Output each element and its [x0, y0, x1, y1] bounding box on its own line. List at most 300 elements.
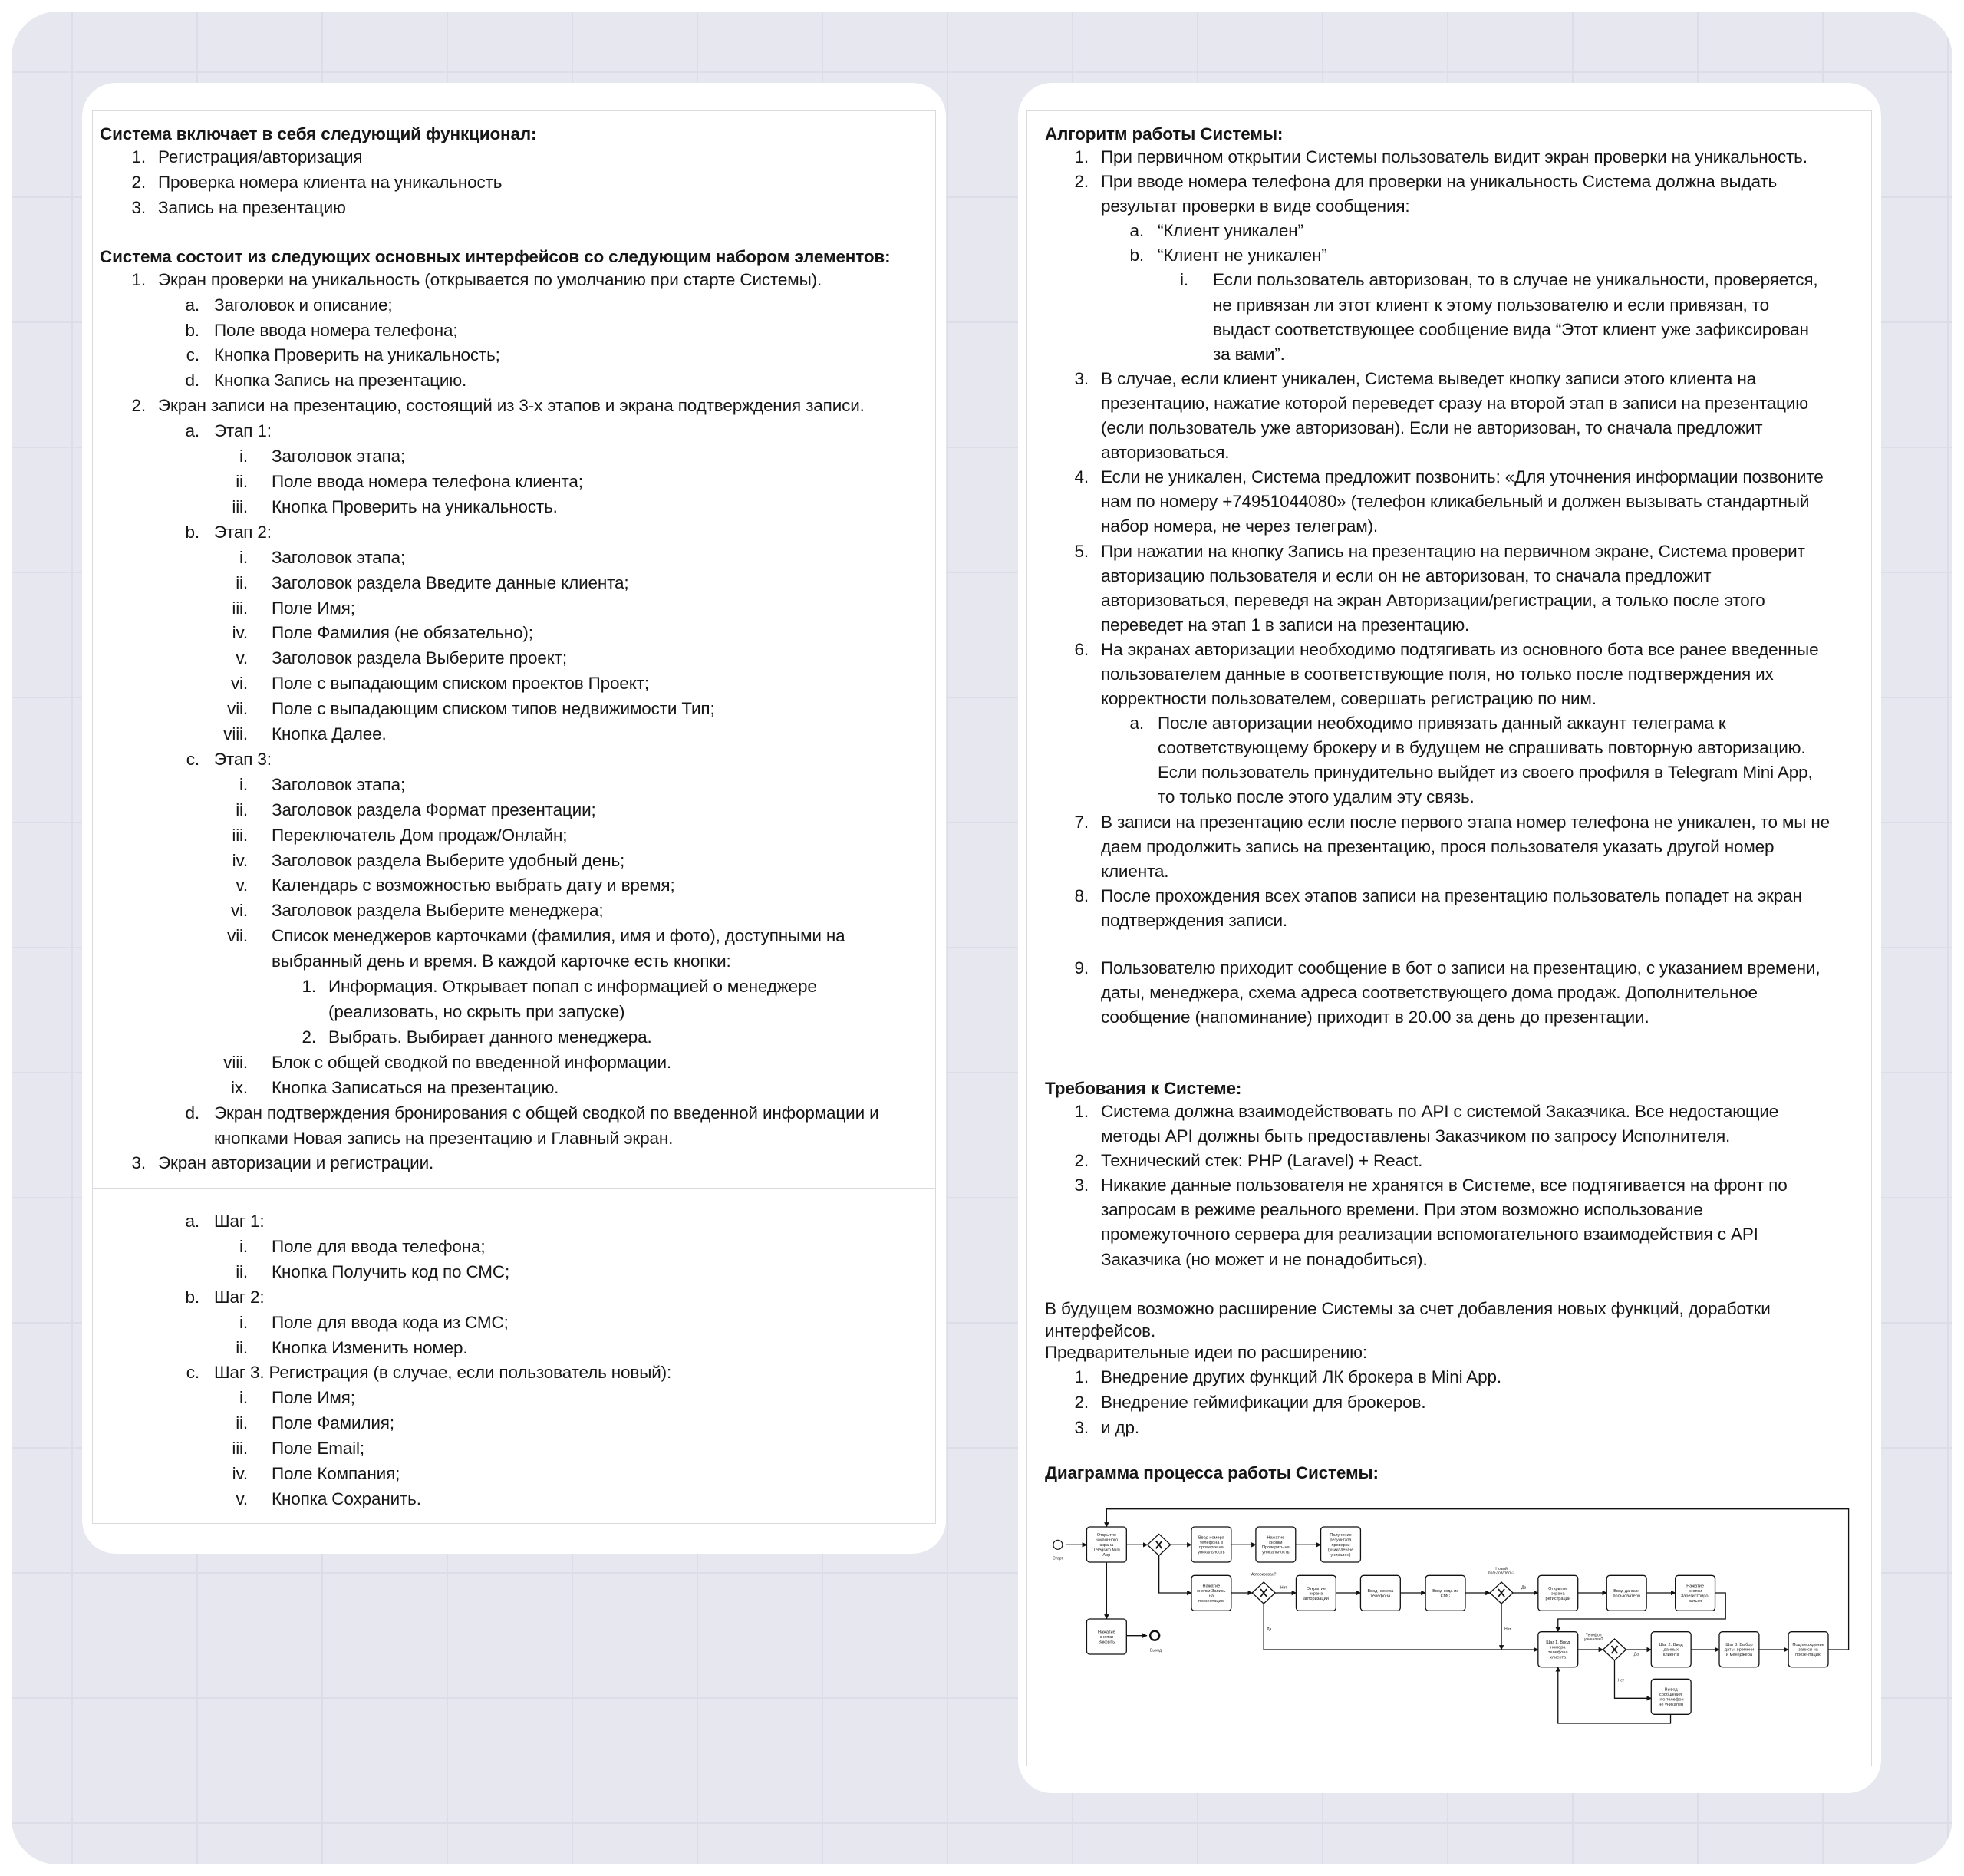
list-item: [82, 1076, 946, 1101]
list-marker: 2.: [1074, 1392, 1089, 1412]
edge-label: Нет: [1504, 1627, 1511, 1632]
list-marker: iii.: [232, 825, 248, 845]
list-item-text: Внедрение других функций ЛК брокера в Mini App.: [1101, 1367, 1501, 1386]
list-item: [1018, 956, 1881, 1030]
list-item: [1018, 1173, 1881, 1271]
list-item-text: На экранах авторизации необходимо подтягивать из основного бота все ранее введенные пользователем данные в соответствующие поля, но только после подтверждения их корректности пользователем, совершать регистрацию по ним.: [1101, 639, 1819, 709]
list-item-text: Поле для ввода телефона;: [272, 1236, 486, 1256]
list-item-text: Календарь с возможностью выбрать дату и время;: [272, 875, 675, 895]
list-marker: ii.: [236, 1261, 248, 1281]
list-marker: ii.: [236, 1337, 248, 1357]
list-marker: 2.: [131, 396, 146, 416]
list-item-text: При первичном открытии Системы пользователь видит экран проверки на уникальность.: [1101, 147, 1807, 166]
list-marker: iv.: [232, 1464, 248, 1484]
list-marker: 3.: [1074, 1417, 1089, 1437]
diagram-label-line: сообщения,: [1659, 1693, 1683, 1698]
list-item: [82, 571, 946, 596]
list-item-text: Проверка номера клиента на уникальность: [158, 172, 503, 192]
diagram-label-line: экрана: [1550, 1591, 1565, 1597]
list-item: [82, 697, 946, 722]
list-marker: iii.: [232, 598, 248, 618]
diagram-label-line: регистрации: [1545, 1596, 1570, 1601]
list-marker: 4.: [1074, 467, 1089, 487]
diagram-label-line: Получение: [1330, 1533, 1352, 1538]
flow-arrow: [1159, 1555, 1191, 1593]
list-item-text: Поле с выпадающим списком проектов Проект;: [272, 674, 649, 694]
list-item-text: Кнопка Получить код по СМС;: [272, 1261, 510, 1281]
functional-and-interfaces-section: [82, 123, 946, 1176]
list-item: [1018, 145, 1881, 170]
list-marker: 5.: [1074, 541, 1089, 561]
list-item: [82, 170, 946, 196]
diagram-label-line: клиента: [1662, 1653, 1679, 1658]
list-marker: vii.: [227, 926, 248, 946]
start-event: [1053, 1540, 1063, 1549]
diagram-label-line: Ввод номера: [1367, 1589, 1394, 1594]
diagram-label-line: клиента: [1550, 1655, 1567, 1660]
list-item-text: и др.: [1101, 1417, 1139, 1437]
list-item: [82, 318, 946, 344]
diagram-label-line: авторизации: [1303, 1596, 1329, 1601]
list-marker: 1.: [1074, 1102, 1089, 1121]
list-item-text: Переключатель Дом продаж/Онлайн;: [272, 825, 568, 845]
list-item: [82, 520, 946, 546]
list-item-text: Кнопка Проверить на уникальность.: [272, 496, 558, 516]
event-label: Выход: [1150, 1648, 1162, 1653]
list-item-text: Пользователю приходит сообщение в бот о записи на презентацию, с указанием времени, даты, менеджера, схема адреса соответствующего дома продаж. Дополнительное сообщение (напоминание) приходит в 20.00 за день до презентации.: [1101, 958, 1821, 1027]
diagram-label-line: Открытие: [1096, 1533, 1117, 1538]
list-item: [1018, 1364, 1881, 1390]
diagram-label-line: ваться: [1689, 1598, 1702, 1604]
diagram-label-line: Открытие: [1306, 1586, 1326, 1591]
list-item-text: Шаг 2:: [214, 1287, 265, 1307]
list-marker: vii.: [227, 699, 248, 719]
page-break: [93, 1188, 935, 1189]
list-marker: vi.: [230, 901, 248, 921]
process-diagram: [1040, 1496, 1860, 1734]
blank-line: [82, 221, 946, 246]
list-item-text: Заголовок раздела Выберите менеджера;: [272, 901, 604, 921]
list-item-text: Запись на презентацию: [158, 197, 346, 217]
paragraph: Предварительные идеи по расширению:: [1045, 1343, 1367, 1363]
diagram-label-line: Нажатие: [1267, 1535, 1285, 1541]
list-item: [1018, 1390, 1881, 1415]
list-marker: d.: [185, 371, 199, 391]
algorithm-continued-section: [1018, 956, 1881, 1030]
list-marker: v.: [236, 648, 248, 668]
list-item: [82, 1336, 946, 1361]
diagram-label-line: начального: [1095, 1538, 1119, 1543]
section-heading: Требования к Системе:: [1045, 1079, 1242, 1098]
list-item: [82, 1462, 946, 1487]
list-item-text: Поле Email;: [272, 1439, 364, 1459]
diagram-label-line: Шаг 1. Ввод: [1546, 1640, 1570, 1646]
list-item-text: “Клиент уникален”: [1158, 221, 1303, 241]
list-item-text: При вводе номера телефона для проверки на уникальность Система должна выдать результат проверки в виде сообщения:: [1101, 172, 1778, 216]
list-item-text: Поле Имя;: [272, 1388, 355, 1408]
diagram-label-line: данных: [1663, 1647, 1679, 1653]
task-label: [1367, 1589, 1394, 1598]
list-item: [1018, 810, 1881, 884]
diagram-label-line: Ввод кода из: [1432, 1589, 1458, 1594]
diagram-label-line: уникален): [1330, 1552, 1351, 1558]
document-card-left: [82, 83, 946, 1554]
diagram-label-line: телефона: [1370, 1594, 1391, 1599]
list-item: [82, 722, 946, 747]
list-marker: 6.: [1074, 639, 1089, 659]
diagram-label-line: кнопки Запись: [1197, 1589, 1226, 1594]
section-heading: Система состоит из следующих основных интерфейсов со следующим набором элементов:: [100, 246, 891, 266]
list-item-text: Кнопка Проверить на уникальность;: [214, 345, 500, 365]
list-marker: a.: [185, 421, 199, 441]
list-item-text: Заголовок этапа;: [272, 447, 406, 467]
requirements-section: [1018, 1077, 1881, 1272]
list-marker: c.: [186, 1363, 199, 1383]
list-marker: c.: [186, 345, 199, 365]
diagram-label-line: пользователя: [1613, 1594, 1640, 1599]
list-item: [82, 419, 946, 444]
list-item-text: “Клиент не уникален”: [1158, 246, 1327, 265]
list-item: [1018, 170, 1881, 219]
list-marker: 1.: [131, 269, 146, 289]
list-item-text: В записи на презентацию если после первого этапа номер телефона не уникален, то мы не даем продолжить запись на презентацию, прося пользователя указать другой номер клиента.: [1101, 812, 1831, 881]
list-item-text: Выбрать. Выбирает данного менеджера.: [328, 1027, 652, 1047]
list-item: [82, 1235, 946, 1260]
list-marker: v.: [236, 1489, 248, 1508]
list-item: [82, 343, 946, 368]
section-heading: Диаграмма процесса работы Системы:: [1045, 1463, 1379, 1482]
diagram-label-line: экрана: [1309, 1591, 1323, 1597]
list-item: [82, 596, 946, 621]
diagram-label-line: Нажатие: [1686, 1584, 1704, 1589]
list-item-text: Этап 2:: [214, 522, 272, 542]
list-marker: iii.: [232, 496, 248, 516]
list-item: [82, 1311, 946, 1336]
edge-label: Нет: [1280, 1585, 1287, 1591]
diagram-label-line: Зарегистриро-: [1680, 1594, 1710, 1599]
diagram-label-line: номера: [1550, 1645, 1566, 1650]
list-item: [1018, 711, 1881, 809]
list-item: [82, 924, 946, 974]
event-label: Старт: [1053, 1556, 1063, 1561]
list-marker: b.: [185, 1287, 199, 1307]
list-marker: ii.: [236, 800, 248, 819]
list-item: [82, 823, 946, 849]
diagram-label-line: презентацию: [1795, 1653, 1822, 1658]
diagram-label-line: даты, времени: [1724, 1647, 1755, 1653]
task-label: [1725, 1643, 1754, 1657]
task-label: [1613, 1589, 1639, 1598]
diagram-label-line: Закрыть: [1098, 1640, 1115, 1645]
gateway-question: [1488, 1566, 1515, 1576]
list-marker: a.: [1129, 221, 1144, 241]
list-item-text: Поле ввода номера телефона;: [214, 320, 458, 340]
edge-label: Да: [1521, 1585, 1527, 1591]
task-label: [1328, 1533, 1354, 1558]
diagram-label-line: (уникален/не: [1327, 1548, 1354, 1553]
list-marker: a.: [1129, 714, 1144, 734]
list-item: [82, 1360, 946, 1386]
list-item-text: Шаг 1:: [214, 1212, 265, 1231]
list-marker: iii.: [232, 1439, 248, 1459]
diagram-label-line: СМС: [1440, 1594, 1451, 1599]
list-item-text: Система должна взаимодействовать по API с системой Заказчика. Все недостающие методы API должны быть предоставлены Заказчиком по запросу Исполнителя.: [1101, 1102, 1779, 1146]
diagram-label-line: Новый: [1495, 1566, 1508, 1571]
paragraph: В будущем возможно расширение Системы за счет добавления новых функций, доработки интерфейсов.: [1045, 1299, 1771, 1340]
list-item: [1018, 1415, 1881, 1440]
list-item: [1018, 219, 1881, 243]
list-marker: 2.: [1074, 172, 1089, 192]
diagram-label-line: Нажатие: [1202, 1584, 1221, 1589]
list-item: [82, 798, 946, 823]
list-marker: vi.: [230, 674, 248, 694]
list-marker: d.: [185, 1103, 199, 1123]
document-card-right: [1018, 83, 1881, 1793]
future-ideas-section: [1018, 1298, 1881, 1440]
list-item-text: Заголовок раздела Выберите проект;: [272, 648, 567, 668]
list-item: [1018, 367, 1881, 465]
list-marker: b.: [185, 522, 199, 542]
list-item: [82, 1436, 946, 1462]
list-marker: 7.: [1074, 812, 1089, 832]
list-item: [82, 671, 946, 697]
list-item-text: Шаг 3. Регистрация (в случае, если пользователь новый):: [214, 1363, 672, 1383]
list-item-text: Поле ввода номера телефона клиента;: [272, 471, 583, 491]
list-item: [82, 1025, 946, 1050]
diagram-label-line: не уникален: [1659, 1702, 1684, 1707]
list-item-text: Экран авторизации и регистрации.: [158, 1153, 434, 1173]
diagram-label-line: App: [1102, 1552, 1111, 1558]
gateway-question: [1251, 1573, 1277, 1578]
list-item: [1018, 1149, 1881, 1173]
diagram-label-line: и менеджера: [1725, 1653, 1752, 1658]
list-marker: i.: [1180, 270, 1188, 290]
diagram-label-line: записи на: [1798, 1647, 1818, 1653]
list-marker: 3.: [131, 1153, 146, 1173]
list-marker: iv.: [232, 850, 248, 870]
list-item-text: После авторизации необходимо привязать данный аккаунт телеграма к соответствующему брокеру и в будущем не спрашивать повторную авторизацию. Если пользователь принудительно выйдет из своего профиля в Telegram Mini App, то только после этого удалим эту связь.: [1158, 714, 1813, 807]
list-item-text: Поле для ввода кода из СМС;: [272, 1312, 509, 1332]
diagram-label-line: результата: [1330, 1538, 1352, 1543]
diagram-label-line: Телефон: [1585, 1633, 1602, 1638]
list-item-text: Список менеджеров карточками (фамилия, имя и фото), доступными на выбранный день и время. В каждой карточке есть кнопки:: [272, 926, 845, 971]
section-heading: Система включает в себя следующий функционал:: [100, 124, 537, 143]
list-item: [1018, 268, 1881, 366]
list-item-text: Если пользователь авторизован, то в случае не уникальности, проверяется, не привязан ли этот клиент к этому пользователю и если привязан, то выдаст соответствующее сообщение вида “Этот клиент уже зафиксирован за вами”.: [1213, 270, 1818, 364]
list-item: [82, 1487, 946, 1512]
list-item-text: Если не уникален, Система предложит позвонить: «Для уточнения информации позвоните нам по номеру +74951044080» (телефон кликабельный и должен вызывать стандартный набор номера, не через телеграм).: [1101, 467, 1824, 536]
list-marker: 2.: [1074, 1151, 1089, 1171]
list-item: [82, 747, 946, 773]
list-item-text: Заголовок этапа;: [272, 547, 406, 567]
diagram-label-line: экрана: [1099, 1543, 1114, 1548]
list-item: [82, 1386, 946, 1411]
list-item-text: Регистрация/авторизация: [158, 147, 363, 166]
list-marker: i.: [239, 547, 248, 567]
diagram-label-line: на: [1208, 1594, 1214, 1599]
list-item-text: Экран подтверждения бронирования с общей сводкой по введенной информации и кнопками Новая запись на презентацию и Главный экран.: [214, 1103, 879, 1148]
list-marker: c.: [186, 749, 199, 769]
list-item-text: В случае, если клиент уникален, Система выведет кнопку записи этого клиента на презентацию, нажатие которой переведет сразу на второй этап в записи на презентацию (если пользователь уже авторизован). Если не авторизован, то сначала предложит авторизоваться.: [1101, 368, 1809, 463]
diagram-label-line: Ввод данных: [1613, 1589, 1640, 1594]
list-item: [82, 1260, 946, 1285]
list-item-text: Технический стек: PHP (Laravel) + React.: [1101, 1151, 1423, 1171]
list-item-text: Кнопка Запись на презентацию.: [214, 371, 467, 391]
diagram-label-line: проверки: [1331, 1543, 1350, 1548]
list-item: [1018, 884, 1881, 933]
list-marker: ix.: [230, 1077, 248, 1097]
list-marker: 3.: [1074, 368, 1089, 388]
list-item: [82, 621, 946, 646]
list-item-text: Заголовок раздела Введите данные клиента;: [272, 572, 629, 592]
diagram-label-line: Проверить на: [1261, 1545, 1290, 1551]
list-item-text: Поле с выпадающим списком типов недвижимости Тип;: [272, 699, 715, 719]
algorithm-section: [1018, 123, 1881, 933]
list-item: [82, 1151, 946, 1176]
list-marker: b.: [1129, 246, 1144, 265]
list-item: [82, 145, 946, 170]
task-label: [1198, 1535, 1224, 1555]
list-item: [1018, 465, 1881, 539]
list-item-text: Внедрение геймификации для брокеров.: [1101, 1392, 1426, 1412]
list-marker: v.: [236, 875, 248, 895]
list-item: [82, 898, 946, 924]
list-item: [1018, 243, 1881, 268]
list-marker: ii.: [236, 471, 248, 491]
diagram-label-line: телефона: [1547, 1650, 1568, 1655]
list-marker: 2.: [131, 172, 146, 192]
diagram-label-line: Авторизован?: [1251, 1572, 1277, 1578]
task-label: [1098, 1630, 1115, 1645]
list-marker: i.: [239, 447, 248, 467]
list-item-text: Информация. Открывает попап с информацией о менеджере (реализовать, но скрыть при запуске): [328, 977, 817, 1021]
list-marker: 1.: [1074, 1367, 1089, 1386]
diagram-label-line: уникальность: [1198, 1550, 1225, 1555]
diagram-label-line: что телефон: [1658, 1697, 1684, 1703]
list-item-text: Блок с общей сводкой по введенной информации.: [272, 1052, 672, 1072]
list-marker: i.: [239, 1388, 248, 1408]
end-event: [1150, 1631, 1159, 1640]
auth-screen-steps-section: [82, 1209, 946, 1512]
list-item: [82, 974, 946, 1025]
diagram-label-line: уникален?: [1583, 1637, 1603, 1643]
list-marker: 3.: [131, 197, 146, 217]
diagram-label-line: кнопки: [1688, 1589, 1702, 1594]
list-item: [82, 470, 946, 495]
list-item: [82, 268, 946, 293]
diagram-label-line: кнопки: [1099, 1635, 1113, 1640]
gateway-question: [1584, 1633, 1603, 1642]
list-item: [1018, 539, 1881, 638]
list-item-text: После прохождения всех этапов записи на презентацию пользователь попадет на экран подтверждения записи.: [1101, 885, 1802, 930]
list-item: [82, 646, 946, 671]
list-marker: 1.: [302, 977, 316, 997]
list-item: [82, 394, 946, 419]
list-marker: viii.: [223, 1052, 248, 1072]
list-marker: i.: [239, 1312, 248, 1332]
diagram-label-line: кнопки: [1269, 1540, 1283, 1545]
list-item: [82, 873, 946, 898]
list-item: [82, 495, 946, 520]
list-item: [82, 1101, 946, 1152]
list-item: [1018, 638, 1881, 711]
list-item-text: Кнопка Сохранить.: [272, 1489, 421, 1508]
diagram-label-line: Telegram Mini: [1092, 1548, 1120, 1553]
list-item-text: Поле Имя;: [272, 598, 355, 618]
list-marker: 2.: [302, 1027, 316, 1047]
list-marker: b.: [185, 320, 199, 340]
list-marker: 9.: [1074, 958, 1089, 978]
diagram-label-line: Вывод: [1664, 1687, 1678, 1693]
list-item-text: Кнопка Далее.: [272, 724, 387, 744]
diagram-label-line: презентацию: [1198, 1598, 1224, 1604]
list-item: [82, 444, 946, 470]
diagram-label-line: Нажатие: [1098, 1630, 1115, 1635]
list-item: [82, 773, 946, 798]
list-marker: viii.: [223, 724, 248, 744]
diagram-label-line: Открытие: [1548, 1586, 1568, 1591]
edge-label: Нет: [1617, 1678, 1625, 1683]
list-item-text: Заголовок этапа;: [272, 774, 406, 794]
section-heading: Алгоритм работы Системы:: [1045, 124, 1284, 143]
list-item: [82, 546, 946, 571]
list-item-text: Заголовок раздела Выберите удобный день;: [272, 850, 625, 870]
edge-label: Да: [1633, 1652, 1639, 1657]
list-item: [82, 293, 946, 318]
list-item-text: Заголовок раздела Формат презентации;: [272, 800, 596, 819]
diagram-label-line: телефона в: [1199, 1540, 1224, 1545]
diagram-label-line: проверке на: [1199, 1545, 1224, 1551]
diagram-label-line: Ввод номера: [1198, 1535, 1224, 1541]
diagram-label-line: уникальность: [1262, 1550, 1290, 1555]
list-marker: 3.: [1074, 1175, 1089, 1195]
list-item-text: Кнопка Изменить номер.: [272, 1337, 468, 1357]
list-item-text: При нажатии на кнопку Запись на презентацию на первичном экране, Система проверит авторизацию пользователя и если он не авторизован, то сначала предложит авторизоваться, переведя на экран Авторизации/регистрации, а только после этого переведет на этап 1 в записи на презентацию.: [1101, 541, 1805, 635]
list-item: [82, 849, 946, 874]
diagram-label-line: Подтверждение: [1792, 1643, 1824, 1648]
list-marker: ii.: [236, 1413, 248, 1433]
diagram-label-line: пользователь?: [1488, 1571, 1515, 1576]
list-item: [82, 1050, 946, 1076]
list-marker: 1.: [1074, 147, 1089, 166]
list-item-text: Поле Фамилия (не обязательно);: [272, 623, 533, 643]
list-marker: 8.: [1074, 885, 1089, 905]
list-item-text: Этап 1:: [214, 421, 272, 441]
list-item: [82, 1209, 946, 1235]
list-item-text: Кнопка Записаться на презентацию.: [272, 1077, 559, 1097]
list-item: [82, 1285, 946, 1311]
list-marker: 1.: [131, 147, 146, 166]
list-marker: i.: [239, 774, 248, 794]
list-item: [82, 196, 946, 221]
edge-label: Да: [1267, 1627, 1272, 1632]
diagram-label-line: Шаг 3. Выбор: [1725, 1643, 1753, 1648]
list-item: [82, 1411, 946, 1436]
list-item-text: Экран проверки на уникальность (открывается по умолчанию при старте Системы).: [158, 269, 822, 289]
list-marker: ii.: [236, 572, 248, 592]
list-item-text: Заголовок и описание;: [214, 295, 393, 315]
list-item-text: Поле Компания;: [272, 1464, 400, 1484]
list-marker: i.: [239, 1236, 248, 1256]
list-item: [82, 368, 946, 394]
list-marker: iv.: [232, 623, 248, 643]
list-marker: a.: [185, 295, 199, 315]
list-marker: a.: [185, 1212, 199, 1231]
list-item-text: Экран записи на презентацию, состоящий из 3-х этапов и экрана подтверждения записи.: [158, 396, 865, 416]
list-item-text: Поле Фамилия;: [272, 1413, 394, 1433]
diagram-label-line: Шаг 2. Ввод: [1659, 1643, 1683, 1648]
list-item-text: Этап 3:: [214, 749, 272, 769]
